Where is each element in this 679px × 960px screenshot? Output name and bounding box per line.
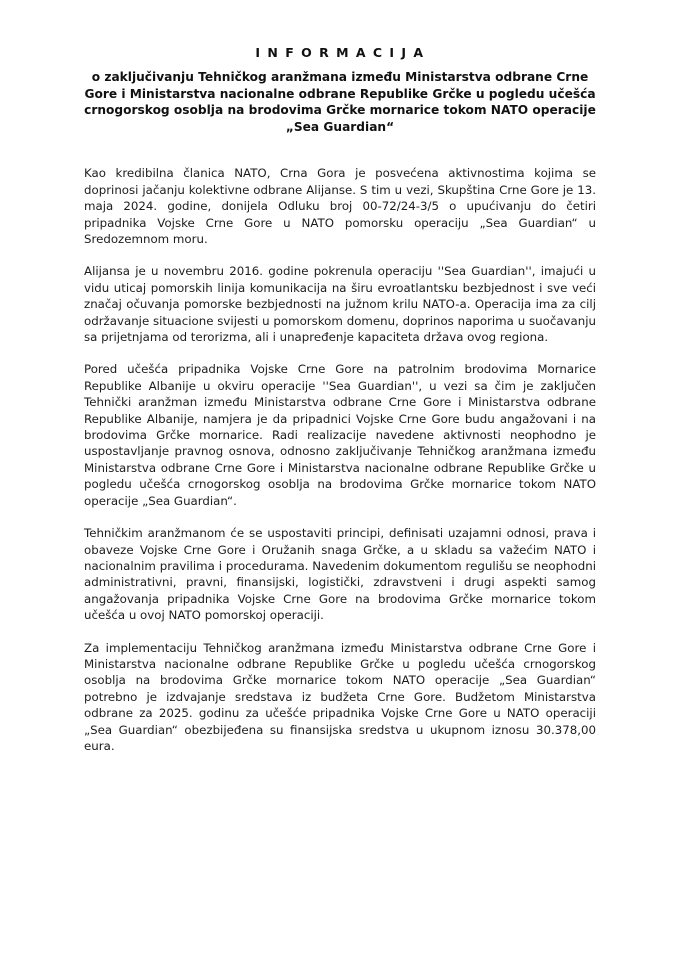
document-subtitle: o zaključivanju Tehničkog aranžmana između Ministarstva odbrane Crne Gore i Ministarstva nacionalne odbrane Republike Grčke u pogledu učešća crnogorskog osoblja na brodovima Grčke mornarice tokom NATO operacije „Sea Guardian“ xyxy=(84,70,596,134)
paragraph: Za implementaciju Tehničkog aranžmana između Ministarstva odbrane Crne Gore i Ministarstva nacionalne odbrane Republike Grčke u pogledu učešća crnogorskog osoblja na brodovima Grčke mornarice tokom NATO operacije „Sea Guardian“ potrebno je izdvajanje sredstava iz budžeta Crne Gore. Budžetom Ministarstva odbrane za 2025. godinu za učešće pripadnika Vojske Crne Gore u NATO operaciji „Sea Guardian“ obezbijeđena su finansijska sredstva u ukupnom iznosu 30.378,00 eura. xyxy=(84,640,596,753)
document-title: I N F O R M A C I J A xyxy=(255,45,425,60)
document-body xyxy=(84,165,596,754)
paragraph: Tehničkim aranžmanom će se uspostaviti principi, definisati uzajamni odnosi, prava i obaveze Vojske Crne Gore i Oružanih snaga Grčke, a u skladu sa važećim NATO i nacionalnim pravilima i procedurama. Navedenim dokumentom regulišu se neophodni administrativni, pravni, finansijski, logistički, zdravstveni i drugi aspekti samog angažovanja pripadnika Vojske Crne Gore na brodovima Grčke mornarice tokom učešća u ovoj NATO pomorskoj operaciji. xyxy=(84,526,596,623)
paragraph: Alijansa je u novembru 2016. godine pokrenula operaciju ''Sea Guardian'', imajući u vidu uticaj pomorskih linija komunikacija na širu evroatlantsku bezbjednost i sve veći značaj očuvanja pomorske bezbjednosti na južnom krilu NATO-a. Operacija ima za cilj održavanje situacione svijesti u pomorskom domenu, doprinos naporima u suočavanju sa prijetnjama od terorizma, ali i unapređenje kapaciteta država ovog regiona. xyxy=(84,264,596,345)
paragraph: Pored učešća pripadnika Vojske Crne Gore na patrolnim brodovima Mornarice Republike Albanije u okviru operacije ''Sea Guardian'', u vezi sa čim je zaključen Tehnički aranžman između Ministarstva odbrane Crne Gore i Ministarstva odbrane Republike Albanije, namjera je da pripadnici Vojske Crne Gore budu angažovani i na brodovima Grčke mornarice. Radi realizacije navedene aktivnosti neophodno je uspostavljanje pravnog osnova, odnosno zaključivanje Tehničkog aranžmana između Ministarstva odbrane Crne Gore i Ministarstva nacionalne odbrane Republike Grčke u pogledu učešća crnogorskog osoblja na brodovima Grčke mornarice tokom NATO operacije „Sea Guardian“. xyxy=(84,362,596,508)
paragraph: Kao kredibilna članica NATO, Crna Gora je posvećena aktivnostima kojima se doprinosi jačanju kolektivne odbrane Alijanse. S tim u vezi, Skupština Crne Gore je 13. maja 2024. godine, donijela Odluku broj 00-72/24-3/5 o upućivanju do četiri pripadnika Vojske Crne Gore u NATO pomorsku operaciju „Sea Guardian“ u Sredozemnom moru. xyxy=(84,166,596,246)
